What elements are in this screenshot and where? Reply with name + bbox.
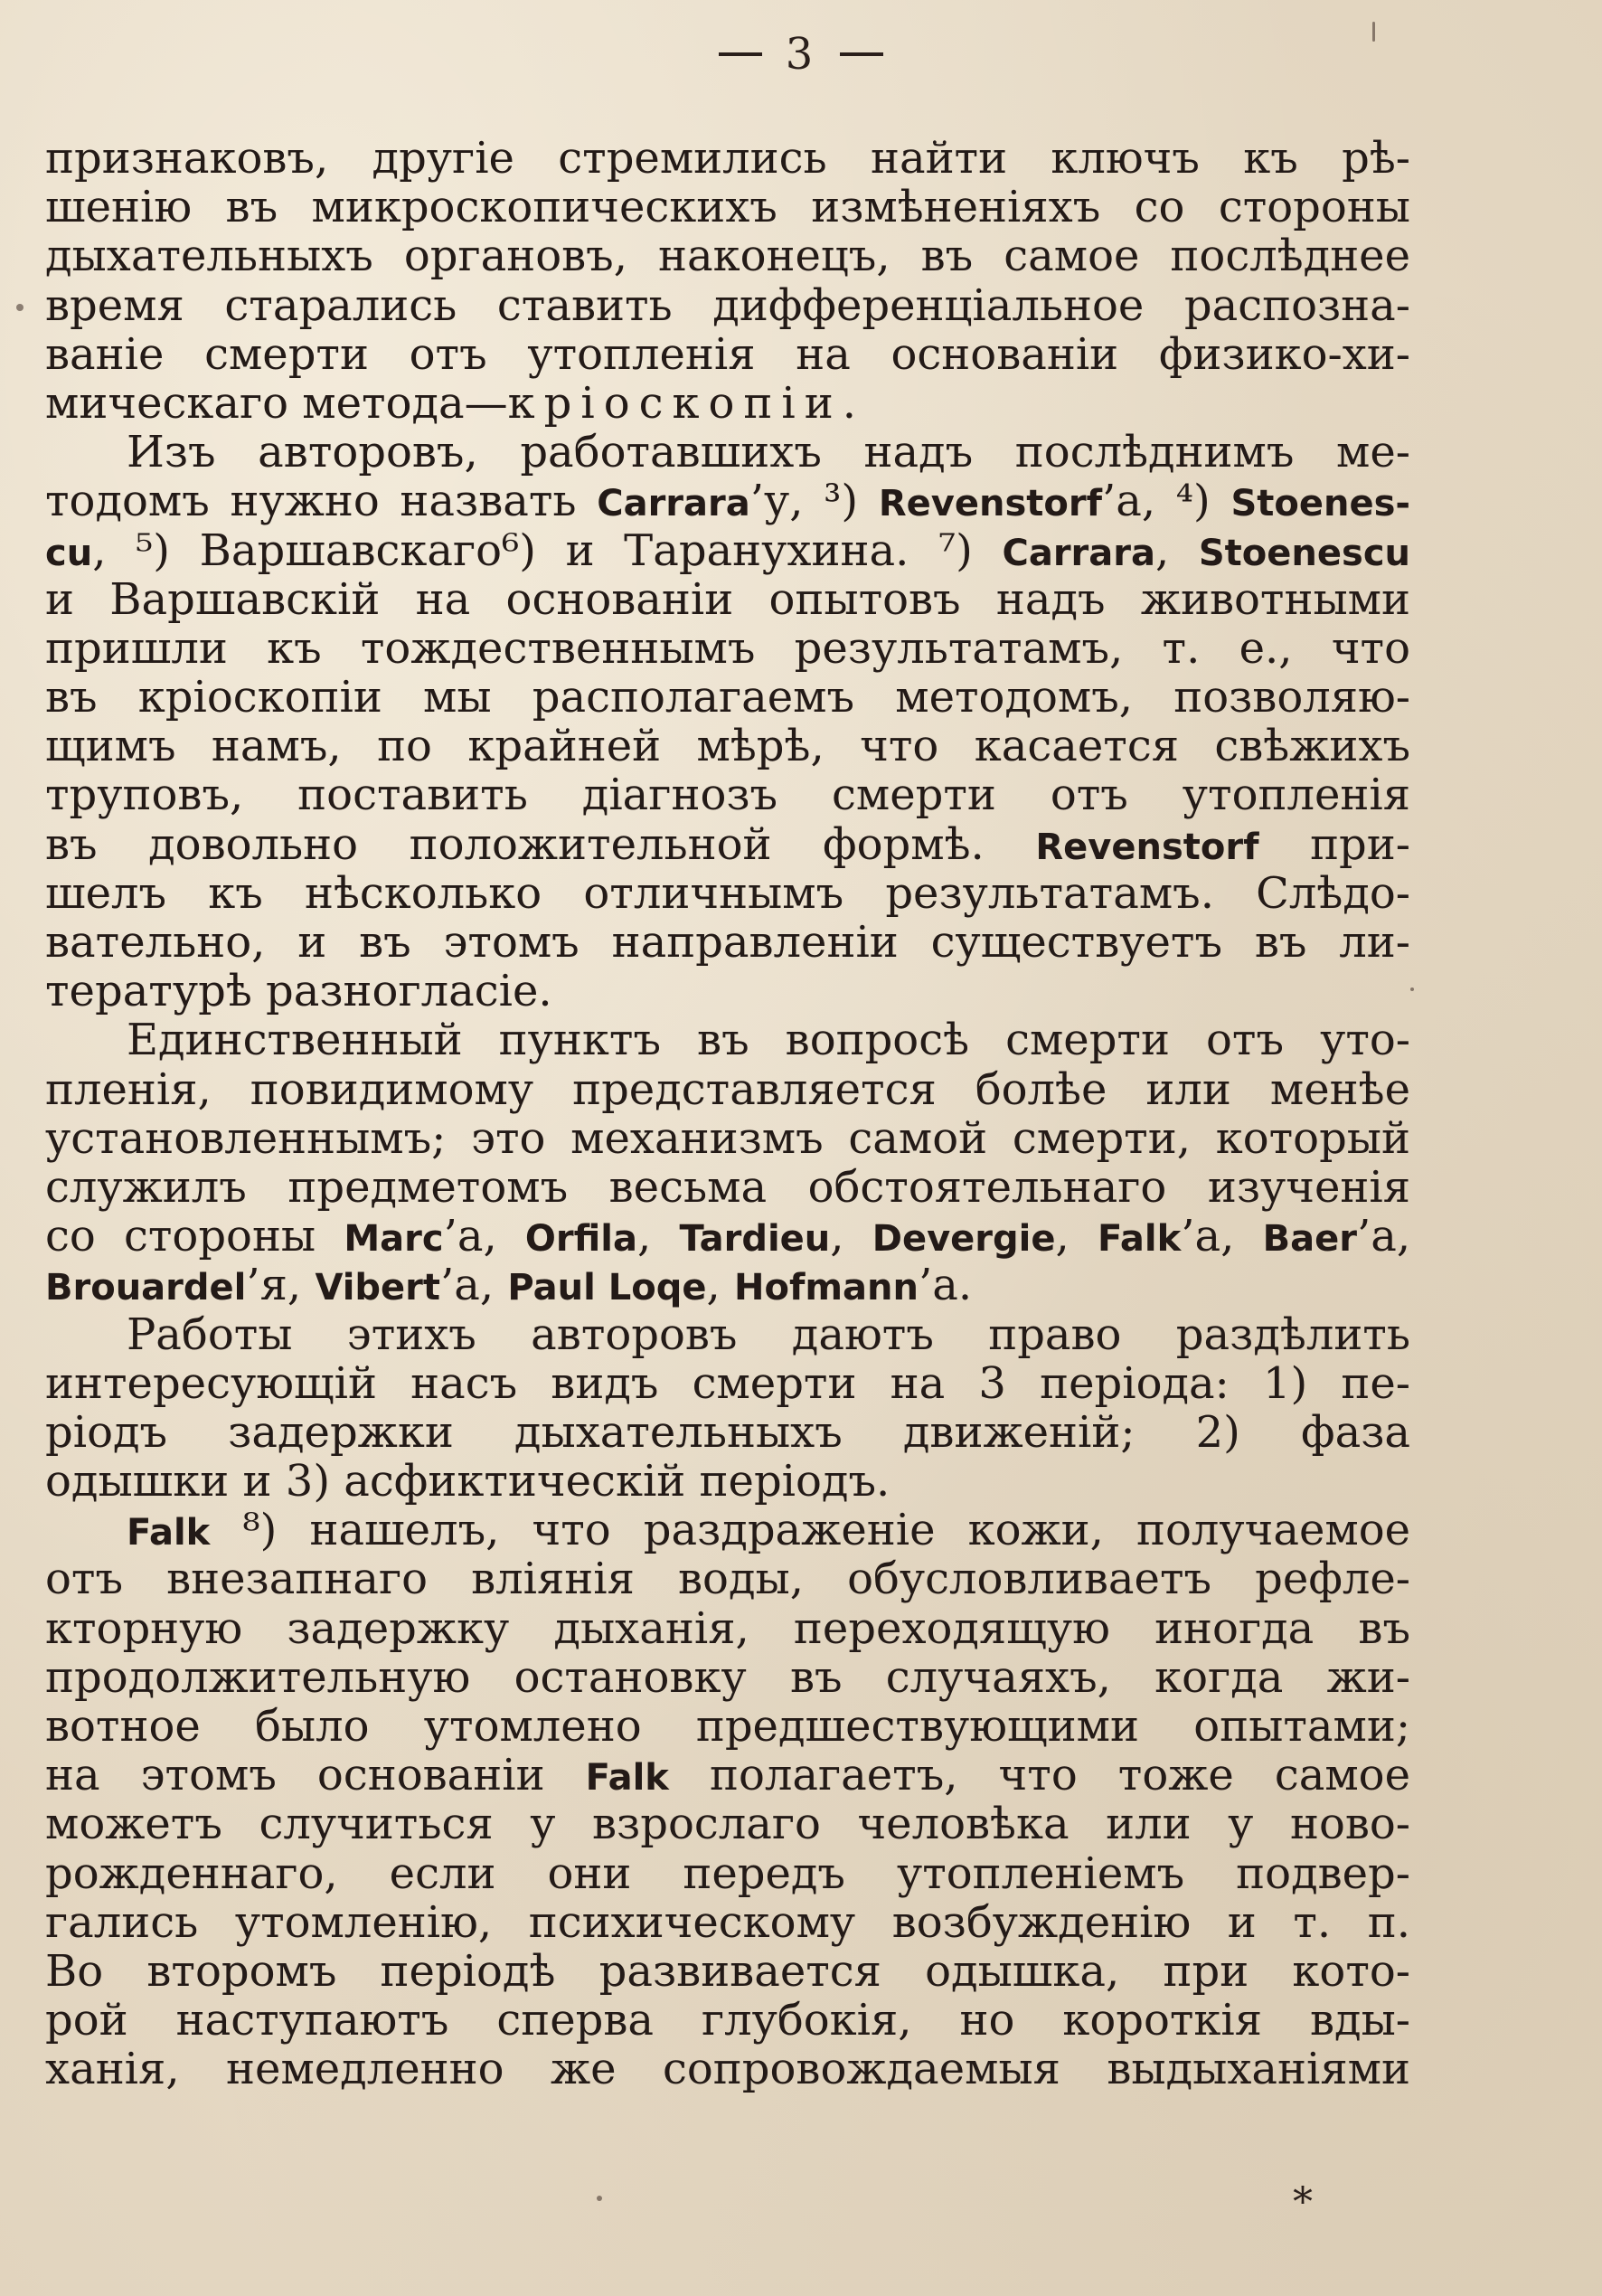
text-fragment: полагаетъ, что тоже самое bbox=[668, 1751, 1410, 1800]
author-name: Brouardel bbox=[45, 1267, 247, 1309]
author-name: Orfila bbox=[524, 1218, 638, 1261]
author-name: Marc bbox=[344, 1218, 444, 1261]
text-line bbox=[45, 526, 1410, 575]
text-fragment: мическаго метода— bbox=[45, 378, 508, 429]
spaced-term: кріоскопіи bbox=[507, 378, 843, 429]
text-fragment: ’а, bbox=[1181, 1212, 1263, 1261]
text-line: рой наступаютъ сперва глубокія, но короткія вды- bbox=[45, 1996, 1410, 2046]
text-line: вательно, и въ этомъ направленіи существуетъ въ ли- bbox=[45, 918, 1410, 968]
author-name: cu bbox=[45, 532, 93, 574]
print-speck bbox=[1372, 22, 1375, 42]
text-line: Во второмъ періодѣ развивается одышка, при кото- bbox=[45, 1946, 1410, 1997]
body-text bbox=[45, 134, 1410, 2094]
text-fragment: ⁸) нашелъ, что раздраженіе кожи, получаемое bbox=[210, 1506, 1410, 1555]
text-line: пленія, повидимому представляется болѣе или менѣе bbox=[45, 1064, 1410, 1114]
author-name: Devergie bbox=[872, 1218, 1056, 1261]
author-name: Revenstorf bbox=[878, 483, 1102, 525]
text-line: Работы этихъ авторовъ даютъ право раздѣлить bbox=[127, 1309, 1410, 1359]
text-fragment: при- bbox=[1258, 819, 1410, 869]
text-fragment: . bbox=[842, 378, 856, 429]
author-name: Falk bbox=[1097, 1218, 1182, 1261]
text-fragment: , bbox=[1155, 525, 1199, 575]
text-fragment: , ⁵) Варшавскаго⁶) и Таранухина. ⁷) bbox=[92, 525, 1003, 575]
author-name: Vibert bbox=[315, 1267, 441, 1309]
text-fragment: , bbox=[1055, 1212, 1098, 1261]
text-line: Изъ авторовъ, работавшихъ надъ послѣднимъ ме- bbox=[127, 428, 1410, 477]
text-line bbox=[45, 477, 1410, 525]
text-line: служилъ предметомъ весьма обстоятельнаго изученія bbox=[45, 1162, 1410, 1213]
author-name: Falk bbox=[585, 1757, 669, 1800]
text-line: гались утомленію, психическому возбужденію и т. п. bbox=[45, 1897, 1410, 1947]
text-fragment: ’а, bbox=[440, 1261, 508, 1310]
text-line bbox=[45, 1751, 1410, 1800]
text-line: дыхательныхъ органовъ, наконецъ, въ самое послѣднее bbox=[45, 231, 1410, 281]
author-name: Paul Loqe bbox=[507, 1267, 707, 1309]
page-number: 3 bbox=[785, 28, 817, 80]
text-fragment: , bbox=[706, 1261, 734, 1310]
text-line: вотное было утомлено предшествующими опытами; bbox=[45, 1702, 1410, 1752]
author-name: Baer bbox=[1262, 1218, 1357, 1261]
text-line: шелъ къ нѣсколько отличнымъ результатамъ. Слѣдо- bbox=[45, 868, 1410, 918]
author-name: Stoenescu bbox=[1198, 532, 1410, 574]
text-line: интересующій насъ видъ смерти на 3 періода: 1) пе- bbox=[45, 1358, 1410, 1408]
text-line: тературѣ разногласіе. bbox=[45, 967, 552, 1016]
text-fragment: ’а. bbox=[918, 1261, 973, 1310]
text-fragment: ’а, bbox=[1356, 1212, 1410, 1261]
text-line: продолжительную остановку въ случаяхъ, когда жи- bbox=[45, 1652, 1410, 1702]
text-line: отъ внезапнаго вліянія воды, обусловливаетъ рефле- bbox=[45, 1554, 1410, 1604]
text-line: одышки и 3) асфиктическій періодъ. bbox=[45, 1457, 891, 1507]
text-line: ваніе смерти отъ утопленія на основаніи физико-хи- bbox=[45, 329, 1410, 379]
text-fragment: ’я, bbox=[246, 1261, 316, 1310]
text-fragment: тодомъ нужно назвать bbox=[45, 477, 598, 526]
author-name: Carrara bbox=[1002, 532, 1155, 574]
text-line: труповъ, поставить діагнозъ смерти отъ утопленія bbox=[45, 770, 1410, 820]
text-fragment: на этомъ основаніи bbox=[45, 1751, 586, 1800]
text-line: щимъ намъ, по крайней мѣрѣ, что касается свѣжихъ bbox=[45, 722, 1410, 771]
text-line: и Варшавскій на основаніи опытовъ надъ животными bbox=[45, 574, 1410, 624]
text-line bbox=[45, 379, 1410, 428]
text-line: можетъ случиться у взрослаго человѣка или у ново- bbox=[45, 1800, 1410, 1849]
text-line: пришли къ тождественнымъ результатамъ, т. е., что bbox=[45, 623, 1410, 674]
text-fragment: , bbox=[637, 1212, 680, 1261]
print-speck bbox=[1410, 987, 1414, 991]
author-name: Tardieu bbox=[679, 1218, 831, 1261]
text-line bbox=[45, 1212, 1410, 1261]
page-number-header bbox=[0, 25, 1602, 80]
text-line bbox=[45, 1261, 1410, 1309]
print-speck bbox=[16, 304, 24, 311]
text-fragment: въ довольно положительной формѣ. bbox=[45, 819, 1036, 869]
author-name: Carrara bbox=[597, 483, 750, 525]
text-fragment: со стороны bbox=[45, 1212, 344, 1261]
author-name: Stoenes- bbox=[1230, 483, 1410, 525]
text-line: Единственный пунктъ въ вопросѣ смерти отъ уто- bbox=[127, 1016, 1410, 1065]
text-line: шенію въ микроскопическихъ измѣненіяхъ со стороны bbox=[45, 183, 1410, 232]
text-line: кторную задержку дыханія, переходящую иногда въ bbox=[45, 1603, 1410, 1653]
text-fragment: ’у, ³) bbox=[749, 477, 879, 526]
text-line: ріодъ задержки дыхательныхъ движеній; 2) фаза bbox=[45, 1407, 1410, 1458]
text-line bbox=[45, 820, 1410, 869]
text-line: ханія, немедленно же сопровождаемыя выдыханіями bbox=[45, 2045, 1410, 2094]
author-name: Falk bbox=[127, 1512, 211, 1554]
left-dash bbox=[719, 52, 762, 56]
text-line: рожденнаго, если они передъ утопленіемъ подвер- bbox=[45, 1848, 1410, 1898]
text-line bbox=[45, 1506, 1410, 1554]
author-name: Revenstorf bbox=[1035, 826, 1259, 868]
text-line: время старались ставить дифференціальное распозна- bbox=[45, 280, 1410, 330]
author-name: Hofmann bbox=[734, 1267, 919, 1309]
text-line: установленнымъ; это механизмъ самой смерти, который bbox=[45, 1113, 1410, 1163]
text-line: признаковъ, другіе стремились найти ключъ къ рѣ- bbox=[45, 134, 1410, 184]
print-speck bbox=[597, 2196, 602, 2201]
text-fragment: , bbox=[830, 1212, 872, 1261]
signature-mark: * bbox=[1293, 2179, 1313, 2225]
text-fragment: ’а, ⁴) bbox=[1101, 477, 1231, 526]
text-fragment: ’а, bbox=[443, 1212, 525, 1261]
text-line: въ кріоскопіи мы располагаемъ методомъ, позволяю- bbox=[45, 673, 1410, 723]
right-dash bbox=[840, 52, 883, 56]
